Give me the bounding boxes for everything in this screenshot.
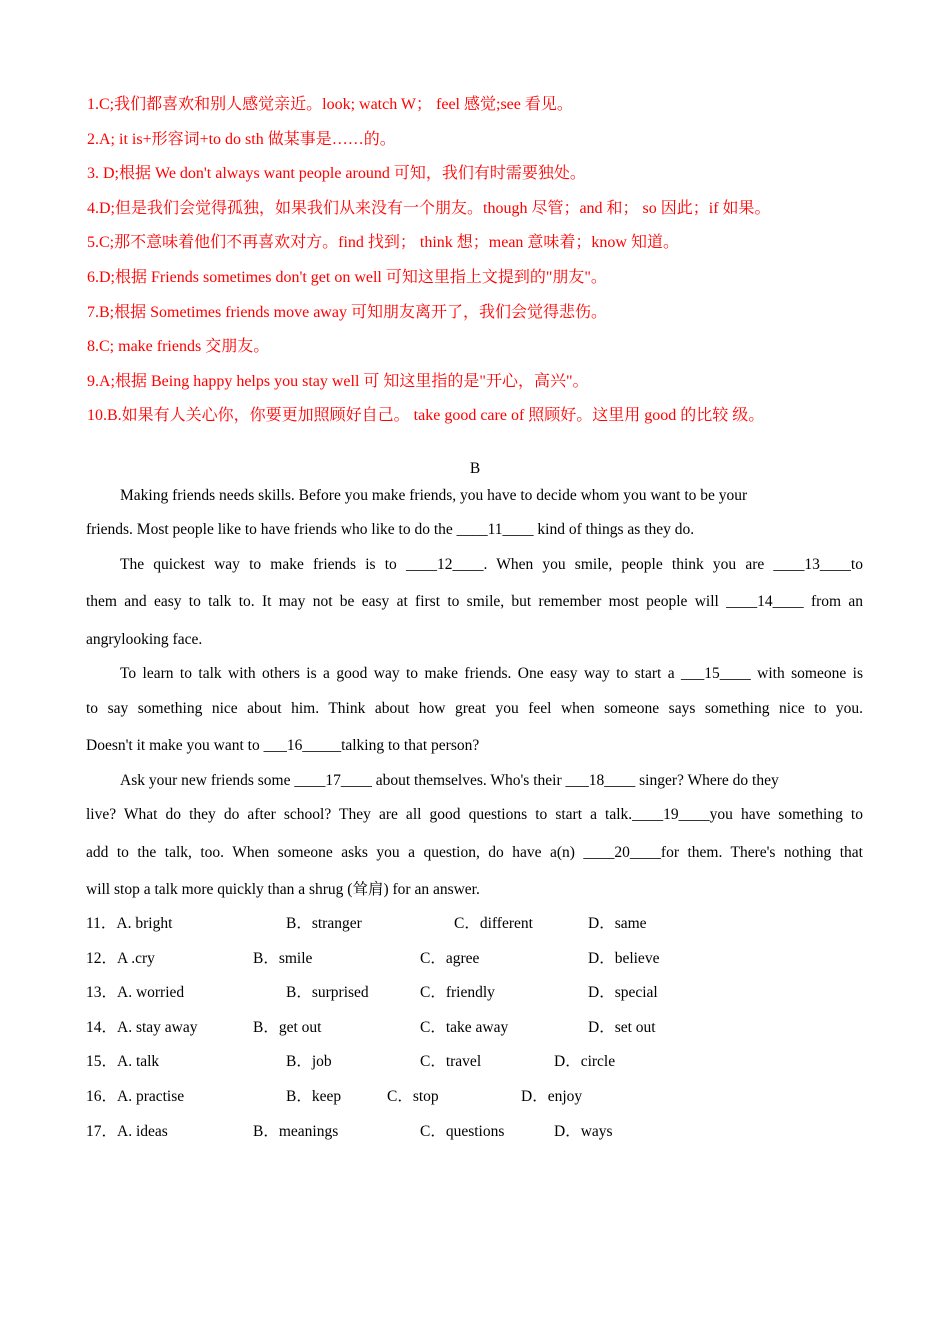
answer-key [87, 88, 877, 434]
section-title: B [469, 460, 481, 477]
option-d: D．enjoy [521, 1087, 583, 1105]
option-b: B．job [286, 1053, 332, 1071]
question-14 [86, 1017, 863, 1052]
passage-line: Ask your new friends some ____17____ about themselves. Who's their ___18____ singer? Where do they [120, 772, 779, 789]
option-c: C．friendly [420, 984, 495, 1002]
answer-2: 2.A; it is+形容词+to do sth 做某事是……的。 [87, 130, 396, 148]
option-a: 11．A. bright [86, 915, 173, 932]
option-b: B．meanings [253, 1122, 339, 1140]
question-16 [86, 1086, 863, 1121]
answer-9: 9.A;根据 Being happy helps you stay well 可 知这里指的是"开心，高兴"。 [87, 372, 589, 390]
option-b: B．smile [253, 949, 313, 967]
passage-line: The quickest way to make friends is to ____12____. When you smile, people think you are ____13____to [120, 556, 863, 573]
option-a: 12．A .cry [86, 949, 155, 967]
passage-line: Making friends needs skills. Before you make friends, you have to decide whom you want to be your [120, 487, 748, 504]
passage-line: To learn to talk with others is a good way to make friends. One easy way to start a ___15____ with someone is [120, 665, 863, 682]
answer-8: 8.C; make friends 交朋友。 [87, 338, 270, 356]
question-options [86, 913, 863, 1155]
option-c: C．different [454, 915, 533, 932]
answer-5: 5.C;那不意味着他们不再喜欢对方。find 找到； think 想；mean 意味着；know 知道。 [87, 234, 679, 252]
passage-line: live? What do they do after school? They are all good questions to start a talk.____19____you have something to [86, 806, 863, 823]
question-17 [86, 1121, 863, 1156]
question-11 [86, 913, 863, 948]
option-a: 17．A. ideas [86, 1122, 168, 1140]
passage-line: to say something nice about him. Think about how great you feel when someone says something nice to you. [86, 700, 863, 717]
option-d: D．circle [554, 1053, 616, 1071]
answer-6: 6.D;根据 Friends sometimes don't get on well 可知这里指上文提到的"朋友"。 [87, 268, 607, 286]
option-d: D．special [588, 984, 658, 1002]
option-b: B．surprised [286, 984, 369, 1002]
option-c: C．take away [420, 1018, 509, 1036]
option-b: B．keep [286, 1087, 342, 1105]
passage-line: will stop a talk more quickly than a shrug (耸肩) for an answer. [86, 881, 480, 898]
option-b: B．stranger [286, 915, 362, 932]
answer-3: 3. D;根据 We don't always want people around 可知，我们有时需要独处。 [87, 165, 586, 183]
answer-4: 4.D;但是我们会觉得孤独，如果我们从来没有一个朋友。though 尽管；and 和； so 因此；if 如果。 [87, 199, 771, 217]
option-c: C．questions [420, 1122, 505, 1140]
option-a: 16．A. practise [86, 1087, 185, 1105]
question-12 [86, 948, 863, 983]
passage-line: angrylooking face. [86, 631, 203, 648]
passage-line: them and easy to talk to. It may not be easy at first to smile, but remember most people will ____14____ from an [86, 593, 863, 610]
option-a: 15．A. talk [86, 1053, 160, 1071]
option-d: D．same [588, 915, 647, 932]
answer-10: 10.B.如果有人关心你，你要更加照顾好自己。 take good care of 照顾好。这里用 good 的比较 级。 [87, 407, 765, 425]
answer-7: 7.B;根据 Sometimes friends move away 可知朋友离开了，我们会觉得悲伤。 [87, 303, 607, 321]
option-c: C．stop [387, 1087, 439, 1105]
option-d: D．ways [554, 1122, 613, 1140]
option-b: B．get out [253, 1018, 322, 1036]
answer-1: 1.C;我们都喜欢和别人感觉亲近。look; watch W； feel 感觉;see 看见。 [87, 96, 573, 113]
passage-line: add to the talk, too. When someone asks you a question, do have a(n) ____20____for them. There's nothing that [86, 844, 863, 861]
passage-line: friends. Most people like to have friends who like to do the ____11____ kind of things as they do. [86, 521, 695, 538]
option-a: 13．A. worried [86, 984, 185, 1002]
passage-line: Doesn't it make you want to ___16_____talking to that person? [86, 737, 480, 754]
option-a: 14．A. stay away [86, 1018, 198, 1036]
option-c: C．agree [420, 949, 480, 967]
option-d: D．set out [588, 1018, 656, 1036]
option-d: D．believe [588, 949, 660, 967]
question-13 [86, 982, 863, 1017]
question-15 [86, 1051, 863, 1086]
option-c: C．travel [420, 1053, 482, 1071]
